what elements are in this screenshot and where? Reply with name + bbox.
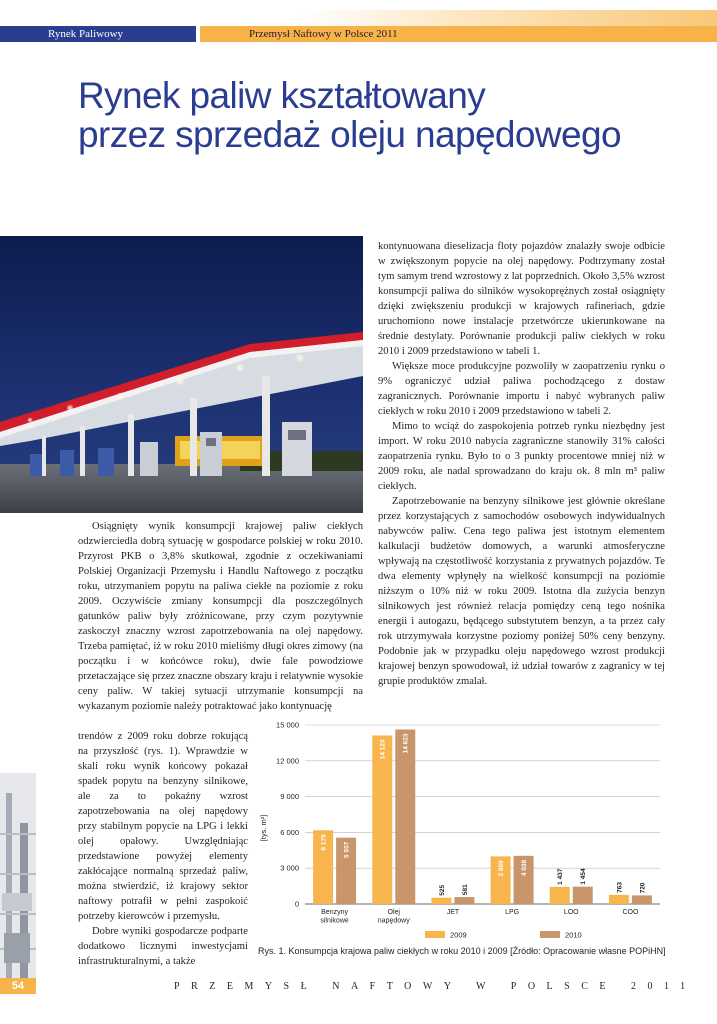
legend-label: 2009 <box>450 930 467 940</box>
page-footer: PRZEMYSŁ NAFTOWY W POLSCE 2011 <box>174 981 697 992</box>
bar-value-label: 3 989 <box>498 860 506 877</box>
page-header <box>0 0 717 45</box>
consumption-chart <box>255 716 665 962</box>
category-label: LOO <box>563 909 579 916</box>
title-line-1: Rynek paliw kształtowany <box>78 75 486 116</box>
refinery-decoration <box>0 773 36 978</box>
bar-2009 <box>431 898 451 904</box>
bar-chart <box>255 716 665 962</box>
gas-station-photo <box>0 236 363 513</box>
category-label: LPG <box>505 909 520 916</box>
paragraph: Mimo to wciąż do zaspokojenia potrzeb rynku niezbędny jest import. W roku 2010 nabycia zagraniczne stanowiły 31% całości zaopatrzenia rynku. Było to o 3 punkty procentowe mniej niż w 2009 roku, ale nadal sprowadzano do kraju ok. 8 mln m³ paliw ciekłych. <box>378 421 665 492</box>
y-tick-label: 3 000 <box>280 863 299 873</box>
bar-value-label: 1 437 <box>557 868 565 885</box>
bar-2010 <box>395 729 415 904</box>
y-tick-label: 15 000 <box>276 720 299 730</box>
title-line-2: przez sprzedaż oleju napędowego <box>78 114 621 155</box>
paragraph: kontynuowana dieselizacja floty pojazdów znalazły swoje odbicie w zwiększonym popycie na olej napędowy. Podtrzymany został tym samym trend wzrostowy z lat poprzednich. Około 3,5% wzrost konsumpcji paliwa do silników wysokoprężnych został osiągnięty dzięki zwiększeniu produkcji w krajowych rafineriach, gdzie uruchomiono nowe instalacje przetwórcze ukierunkowane na średnie destylaty. Porównanie produkcji paliw ciekłych w roku 2010 i 2009 przedstawiono w tabeli 1. <box>378 241 665 357</box>
bar-value-label: 6 178 <box>320 834 328 851</box>
legend-swatch-2009 <box>425 931 445 938</box>
category-label: silnikowe <box>320 917 349 925</box>
category-label: COO <box>622 909 639 916</box>
header-publication: Przemysł Naftowy w Polsce 2011 <box>249 28 398 40</box>
bar-2010 <box>454 897 474 904</box>
legend-label: 2010 <box>565 930 582 940</box>
category-label: napędowy <box>377 917 410 925</box>
bar-value-label: 720 <box>639 882 647 894</box>
y-axis-label: [tys. m³] <box>259 814 268 842</box>
header-gradient <box>300 10 717 26</box>
article-column-left-bottom <box>78 729 248 969</box>
paragraph: Osiągnięty wynik konsumpcji krajowej paliw ciekłych odzwierciedla dobrą sytuację w gospodarce polskiej w roku 2010. Przyrost PKB o 3,8% skutkował, zgodnie z oczekiwaniami Polskiej Organizacji Przemysłu i Handlu Naftowego z początku roku, utrzymaniem popytu na paliwa ciekłe na poziomie z roku 2009. Oczywiście zmiany konsumpcji dla poszczególnych gatunków paliw były zróżnicowane, przy czym pozytywnie zaskoczył znaczny wzrost zapotrzebowania na olej napędowy. Trzeba pamiętać, iż w roku 2010 mieliśmy długi okres zimowy (na początku i w końcówce roku), dwie fale powodziowe przetaczające się przez znaczne obszary kraju i relatywnie wysokie ceny paliw. W takiej sytuacji utrzymanie konsumpcji na wykazanym poziomie należy potraktować jako kontynuację <box>78 521 363 712</box>
article-column-right <box>378 239 665 689</box>
bar-2009 <box>372 735 392 904</box>
category-label: JET <box>446 909 460 916</box>
bar-value-label: 14 623 <box>402 733 410 754</box>
y-tick-label: 9 000 <box>280 792 299 802</box>
header-section: Rynek Paliwowy <box>48 28 124 40</box>
legend-swatch-2010 <box>540 931 560 938</box>
bar-value-label: 5 557 <box>343 841 351 858</box>
paragraph: trendów z 2009 roku dobrze rokującą na przyszłość (rys. 1). Wprawdzie w skali roku wynik końcowy pokazał spadek popytu na benzyny silnikowe, ale za to pokaźny wzrost zapotrzebowania na olej napędowy przy stabilnym popycie na LPG i lekki olej opałowy. Uwzględniając przedstawione powyżej elementy zakłócające normalną sprzedaż paliw, można stwierdzić, iż krajowy sektor naftowy potrafił w pełni zaspokoić potrzeby kierowców i przemysłu. <box>78 731 248 922</box>
bar-value-label: 763 <box>616 882 624 893</box>
category-label: Benzyny <box>321 909 349 916</box>
bar-value-label: 14 123 <box>379 739 387 760</box>
bar-2009 <box>550 887 570 904</box>
article-column-left-top <box>78 519 363 714</box>
paragraph: Większe moce produkcyjne pozwoliły w zaopatrzeniu rynku o 9% ograniczyć udział paliwa pochodzącego z dostaw zagranicznych. Porównanie importu i nabyć wybranych paliw ciekłych w roku 2010 i 2009 przedstawiono w tabeli 2. <box>378 361 665 417</box>
article-title <box>78 76 698 154</box>
bar-value-label: 1 454 <box>580 868 588 885</box>
bar-value-label: 525 <box>438 884 446 896</box>
refinery-illustration <box>0 773 36 978</box>
category-label: Olej <box>387 909 400 916</box>
bar-value-label: 581 <box>461 884 469 896</box>
y-tick-label: 0 <box>294 899 299 909</box>
page-number: 54 <box>0 978 36 994</box>
bar-2010 <box>632 895 652 904</box>
paragraph: Zapotrzebowanie na benzyny silnikowe jest głównie określane przez korzystających z samochodów osobowych indywidualnych nabywców paliw. Cena tego paliwa jest istotnym elementem kalkulacji budżetów domowych, a warunki atmosferyczne wpływają na częstotliwość korzystania z prywatnych pojazdów. Te dwa elementy wpłynęły na wielkość konsumpcji na poziomie niższym o 10% niż w roku 2009. Istotna dla zużycia benzyn silnikowych jest również relacja pomiędzy ceną tego nośnika energii i autogazu, będącego substytutem benzyn, a ta przez cały rok utrzymywała korzystne poziomy poniżej 50% ceny benzyny. Podobnie jak w przypadku oleju napędowego wzrost produkcji krajowej benzyn spowodował, iż udział towarów z zagranicy w tej grupie produktów zmalał. <box>378 496 665 687</box>
bar-2009 <box>609 895 629 904</box>
gas-station-illustration <box>0 236 363 513</box>
y-tick-label: 6 000 <box>280 827 299 837</box>
bar-value-label: 4 038 <box>521 859 529 877</box>
bar-2010 <box>573 887 593 904</box>
y-tick-label: 12 000 <box>276 756 299 766</box>
paragraph: Dobre wyniki gospodarcze podparte dodatkowo licznymi inwestycjami infrastrukturalnymi, a także <box>78 926 248 967</box>
chart-caption: Rys. 1. Konsumpcja krajowa paliw ciekłych w roku 2010 i 2009 [Źródło: Opracowanie własne POPiHN] <box>258 946 666 956</box>
